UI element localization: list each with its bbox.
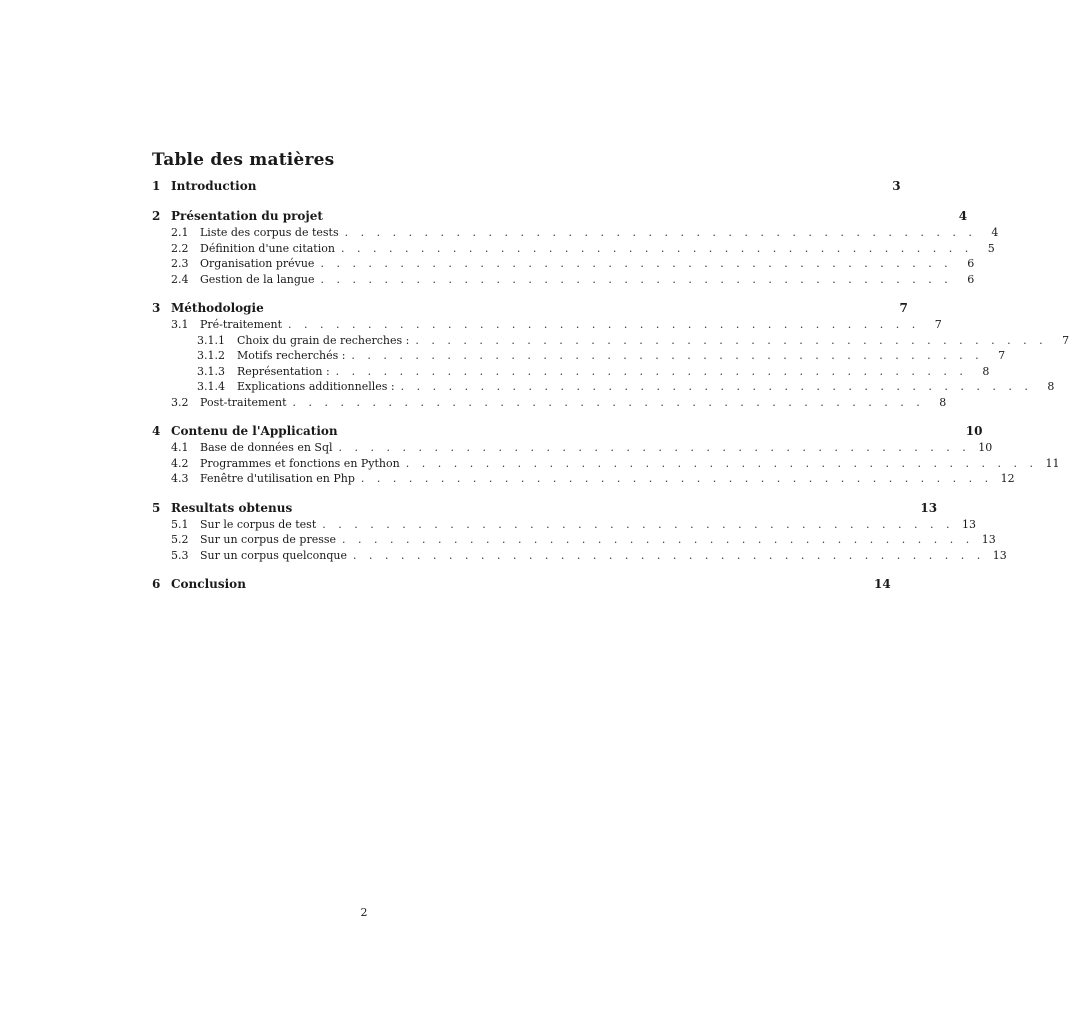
dot-leader: . . . . . . . . . . . . . . . . . . . . . . . . . . . . . . . . . . . . . . . . xyxy=(288,318,920,331)
toc-section-4 xyxy=(152,423,1060,487)
toc-title: Table des matières xyxy=(152,150,335,170)
toc-section-5 xyxy=(152,500,1007,564)
toc-entry[interactable] xyxy=(152,471,1015,487)
toc-entry[interactable] xyxy=(152,364,990,380)
subsubsection-label: Motifs recherchés : xyxy=(237,349,346,362)
section-number: 1 xyxy=(152,179,161,193)
dot-leader: . . . . . . . . . . . . . . . . . . . . . . . . . . . . . . . . . . . . . . . . xyxy=(338,441,971,454)
subsection-page: 13 xyxy=(962,517,976,531)
dot-leader: . . . . . . . . . . . . . . . . . . . . . . . . . . . . . . . . . . . . . . . . xyxy=(351,349,984,362)
subsection-number: 5.2 xyxy=(171,533,189,546)
subsection-number: 4.1 xyxy=(171,441,189,454)
subsection-page: 13 xyxy=(992,548,1007,562)
subsection-number: 5.1 xyxy=(171,517,189,531)
toc-entry[interactable] xyxy=(152,208,968,225)
toc-section-3 xyxy=(152,300,1069,410)
subsection-label: Pré-traitement xyxy=(200,318,283,331)
subsection-page: 5 xyxy=(987,241,995,255)
subsection-number: 3.1 xyxy=(171,318,189,331)
section-page: 3 xyxy=(892,179,901,193)
toc-entry[interactable] xyxy=(152,395,947,411)
subsubsection-label: Représentation : xyxy=(237,364,330,378)
subsubsection-label: Explications additionnelles : xyxy=(237,380,395,393)
toc-entry[interactable] xyxy=(152,517,976,533)
dot-leader: . . . . . . . . . . . . . . . . . . . . . . . . . . . . . . . . . . . . . . . . xyxy=(335,364,968,378)
toc-entry[interactable] xyxy=(152,423,983,440)
subsection-page: 12 xyxy=(1000,472,1015,485)
section-number: 5 xyxy=(152,500,161,515)
toc-entry[interactable] xyxy=(152,333,1069,349)
dot-leader: . . . . . . . . . . . . . . . . . . . . . . . . . . . . . . . . . . . . . . . . xyxy=(292,395,925,409)
subsection-label: Post-traitement xyxy=(200,395,287,409)
subsubsection-page: 8 xyxy=(982,364,990,378)
toc-entry[interactable] xyxy=(152,548,1007,564)
subsubsection-number: 3.1.4 xyxy=(197,380,225,393)
subsection-number: 4.2 xyxy=(171,456,189,470)
dot-leader: . . . . . . . . . . . . . . . . . . . . . . . . . . . . . . . . . . . . . . . . xyxy=(400,380,1033,393)
section-label: Resultats obtenus xyxy=(171,500,293,515)
toc-section-2 xyxy=(152,208,999,287)
section-page: 14 xyxy=(874,577,891,591)
subsection-number: 4.3 xyxy=(171,472,189,485)
dot-leader: . . . . . . . . . . . . . . . . . . . . . . . . . . . . . . . . . . . . . . . . xyxy=(320,257,953,270)
subsection-number: 2.1 xyxy=(171,226,189,239)
dot-leader: . . . . . . . . . . . . . . . . . . . . . . . . . . . . . . . . . . . . . . . . xyxy=(342,533,974,546)
toc-entry[interactable] xyxy=(152,348,1006,364)
subsubsection-number: 3.1.2 xyxy=(197,349,225,362)
dot-leader: . . . . . . . . . . . . . . . . . . . . . . . . . . . . . . . . . . . . . . . . xyxy=(320,272,953,286)
page-number: 2 xyxy=(360,906,368,919)
table-of-contents xyxy=(152,150,1069,606)
toc-entry[interactable] xyxy=(152,456,1060,472)
subsection-page: 13 xyxy=(981,533,996,546)
toc-entry[interactable] xyxy=(152,256,975,272)
section-page: 4 xyxy=(958,209,968,223)
subsection-page: 7 xyxy=(934,318,942,331)
toc-entry[interactable] xyxy=(152,178,901,195)
toc-entry[interactable] xyxy=(152,241,995,257)
dot-leader: . . . . . . . . . . . . . . . . . . . . . . . . . . . . . . . . . . . . . . . . xyxy=(322,517,954,531)
subsection-page: 6 xyxy=(967,272,975,286)
section-page: 10 xyxy=(965,424,983,438)
toc-entry[interactable] xyxy=(152,440,993,456)
subsubsection-number: 3.1.1 xyxy=(197,333,225,347)
subsection-label: Programmes et fonctions en Python xyxy=(200,456,400,470)
subsection-number: 3.2 xyxy=(171,395,189,409)
section-page: 13 xyxy=(920,500,938,515)
subsection-page: 8 xyxy=(939,395,947,409)
section-label: Contenu de l'Application xyxy=(171,424,338,438)
toc-entry[interactable] xyxy=(152,225,999,241)
subsection-number: 2.3 xyxy=(171,257,189,270)
subsection-label: Base de données en Sql xyxy=(200,441,333,454)
section-number: 6 xyxy=(152,577,161,591)
section-label: Introduction xyxy=(171,179,257,193)
subsection-label: Gestion de la langue xyxy=(200,272,315,286)
toc-entry[interactable] xyxy=(152,317,942,333)
section-number: 3 xyxy=(152,301,161,315)
subsection-number: 2.2 xyxy=(171,241,189,255)
dot-leader: . . . . . . . . . . . . . . . . . . . . . . . . . . . . . . . . . . . . . . . . xyxy=(340,241,973,255)
section-label: Présentation du projet xyxy=(171,209,323,223)
subsection-label: Sur un corpus de presse xyxy=(200,533,337,546)
subsection-page: 6 xyxy=(967,257,975,270)
dot-leader: . . . . . . . . . . . . . . . . . . . . . . . . . . . . . . . . . . . . . . . . xyxy=(360,472,993,485)
dot-leader: . . . . . . . . . . . . . . . . . . . . . . . . . . . . . . . . . . . . . . . . xyxy=(344,226,977,239)
section-number: 4 xyxy=(152,424,161,438)
subsection-label: Fenêtre d'utilisation en Php xyxy=(200,472,355,485)
subsection-label: Sur le corpus de test xyxy=(200,517,317,531)
subsection-label: Organisation prévue xyxy=(200,257,315,270)
subsection-label: Sur un corpus quelconque xyxy=(200,548,348,562)
subsection-page: 4 xyxy=(991,226,999,239)
toc-entry[interactable] xyxy=(152,532,996,548)
subsection-number: 2.4 xyxy=(171,272,189,286)
toc-entry[interactable] xyxy=(152,379,1055,395)
subsection-number: 5.3 xyxy=(171,548,189,562)
section-number: 2 xyxy=(152,209,161,223)
subsubsection-page: 8 xyxy=(1047,380,1055,393)
toc-section-6 xyxy=(152,576,891,593)
toc-section-1 xyxy=(152,178,901,195)
section-label: Conclusion xyxy=(171,577,246,591)
subsubsection-label: Choix du grain de recherches : xyxy=(237,333,410,347)
subsubsection-page: 7 xyxy=(998,349,1006,362)
subsubsection-number: 3.1.3 xyxy=(197,364,225,378)
toc-entry[interactable] xyxy=(152,300,908,317)
subsection-page: 11 xyxy=(1045,456,1060,470)
subsubsection-page: 7 xyxy=(1062,333,1069,347)
toc-entry[interactable] xyxy=(152,576,891,593)
subsection-page: 10 xyxy=(978,441,993,454)
toc-entry[interactable] xyxy=(152,272,975,288)
section-label: Méthodologie xyxy=(171,301,264,315)
section-page: 7 xyxy=(899,301,908,315)
dot-leader: . . . . . . . . . . . . . . . . . . . . . . . . . . . . . . . . . . . . . . . . xyxy=(415,333,1048,347)
subsection-label: Définition d'une citation xyxy=(200,241,335,255)
subsection-label: Liste des corpus de tests xyxy=(200,226,339,239)
dot-leader: . . . . . . . . . . . . . . . . . . . . . . . . . . . . . . . . . . . . . . . . xyxy=(353,548,985,562)
toc-entry[interactable] xyxy=(152,500,938,517)
dot-leader: . . . . . . . . . . . . . . . . . . . . . . . . . . . . . . . . . . . . . . . . xyxy=(405,456,1038,470)
